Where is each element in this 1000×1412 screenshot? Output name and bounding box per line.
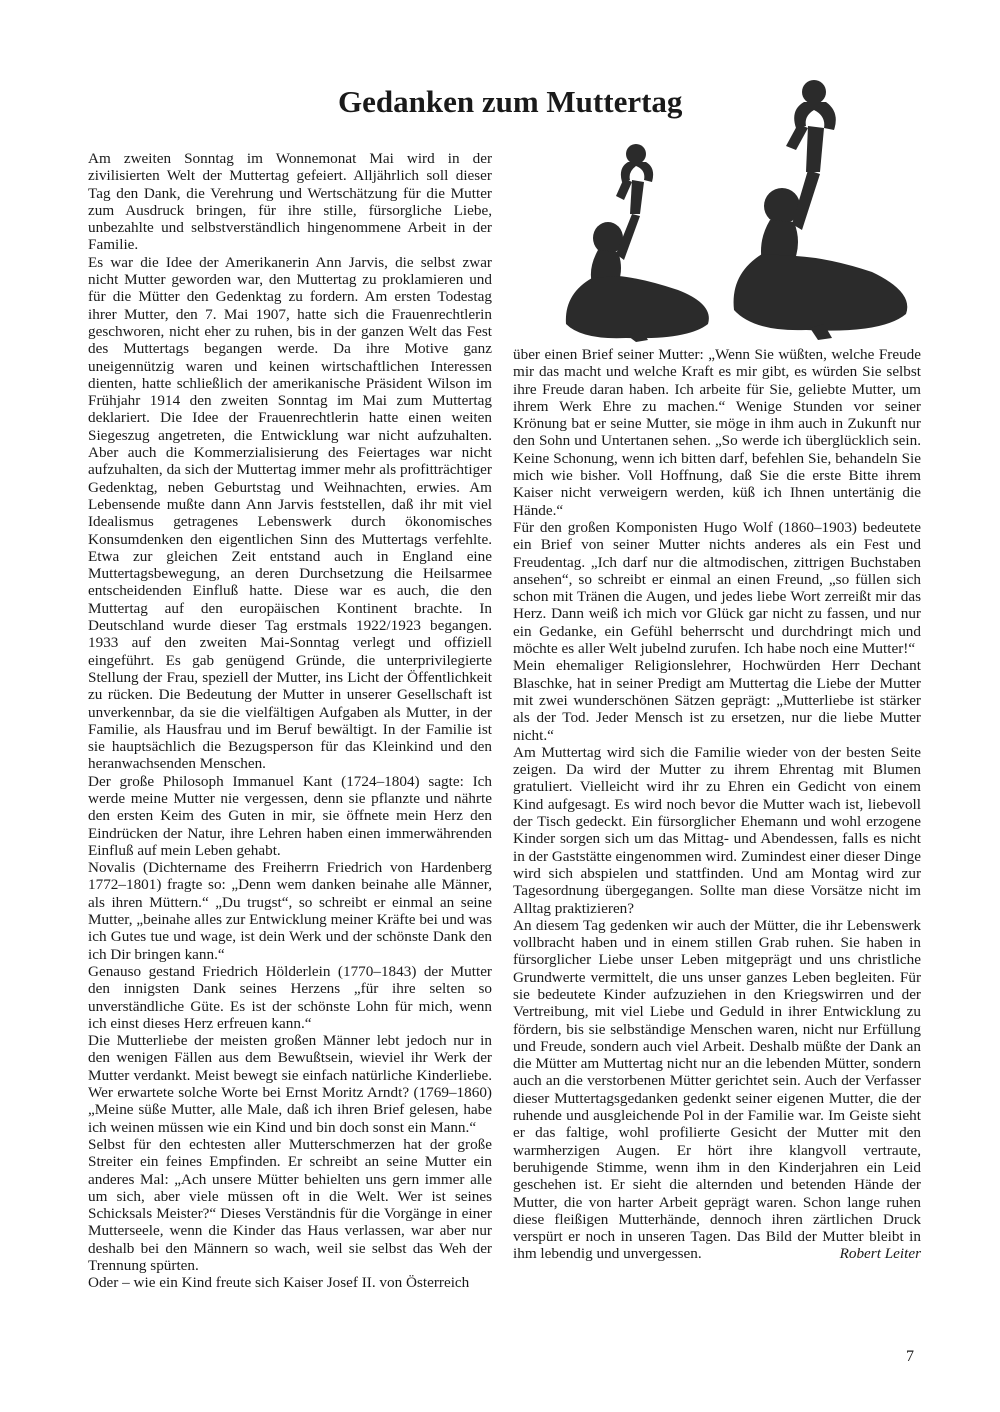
article-column-left	[88, 150, 492, 1292]
paragraph: Die Mutterliebe der meisten großen Männer lebt jedoch nur in den wenigen Fällen aus dem Bewußtsein, wieviel ihr Werk der Mutter verdankt. Meist bewegt sie einfach natürliche Kinderliebe. Wer erwartete solche Worte bei Ernst Moritz Arndt? (1769–1860) „Meine süße Mutter, alle Male, daß ich ihren Brief gelesen, habe ich weinen müssen wie ein Kind und bin doch sonst ein Mann.“	[88, 1032, 492, 1136]
paragraph-text: An diesem Tag gedenken wir auch der Mütter, die ihr Lebenswerk vollbracht haben und in einem stillen Grab ruhen. Sie haben in fürsorglicher Liebe unser Leben mitgeprägt und uns christliche Grundwerte vermittelt, die uns unser ganzes Leben begleiten. Für sie bedeutete Kinder aufzuziehen in den Kriegswirren und der Vertreibung, mit viel Liebe und Geduld in ihrer Entwicklung zu fördern, bis sie selbständige Menschen waren, nicht nur Erfüllung und Freude, sondern auch viel Arbeit. Deshalb müßte der Dank an die Mütter am Muttertag nicht nur an die lebenden Mütter, sondern auch an die verstorbenen Mütter gerichtet sein. Auch der Verfasser dieser Muttertagsgedanken gedenkt seiner eigenen Mutter, die der ruhende und ausgleichende Pol in der Familie war. Im Geiste sieht er das faltige, wohl profilierte Gesicht der Mutter mit den warmherzigen Augen. Er hört ihre klangvoll vertraute, beruhigende Stimme, wenn ihm in den Kinderjahren ein Leid geschehen ist. Er sieht die alternden und betenden Hände der Mutter, die von harter Arbeit geprägt waren. Schon lange ruhen diese fleißigen Mutterhände, dennoch ihren zärtlichen Druck verspürt er noch in unseren Tagen. Das Bild der Mutter bleibt in ihm lebendig und unvergessen.	[513, 916, 921, 1263]
article-column-right	[513, 346, 921, 1263]
article-title: Gedanken zum Muttertag	[338, 84, 683, 119]
paragraph: Am Muttertag wird sich die Familie wieder von der besten Seite zeigen. Da wird der Mutter zu ihrem Ehrentag mit Blumen gratuliert. Vielleicht wird ihr zu Ehren ein Gedicht von einem Kind aufgesagt. Es wird noch bevor die Mutter wach ist, liebevoll der Tisch gedeckt. Ein fürsorglicher Ehemann und wohl erzogene Kinder sorgen sich um das Mittag- und Abendessen, falls es nicht in der Gaststätte eingenommen wird. Zumindest einer dieser Dinge wird sich abspielen und stattfinden. Und am Montag wird zur Tagesordnung übergegangen. Sollte man diese Vorsätze nicht im Alltag praktizieren?	[513, 743, 921, 917]
paragraph: Am zweiten Sonntag im Wonnemonat Mai wird in der zivilisierten Welt der Muttertag gefeiert. Alljährlich soll dieser Tag den Dank, die Verehrung und Wertschätzung für die Mutter zum Ausdruck bringen, für ihre stille, fürsorgliche Liebe, unbezahlte und selbstverständlich hingenommene Arbeit in der Familie.	[88, 150, 492, 254]
mother-child-silhouette-icon	[726, 70, 916, 342]
paragraph: Selbst für den echtesten aller Mutterschmerzen hat der große Streiter ein feines Empfinden. Er schreibt an seine Mutter ein anderes Mal: „Ach unsere Mütter behielten uns gern immer alle um sich, aber viele müssen oft in die Welt. Wer ist seines Schicksals Meister?“ Dieses Verständnis für die Vorgänge in einer Mutterseele, wenn die Kinder das Haus verlassen, war aber nur deshalb bei den Männern so wach, weil sie selbst das Weh der Trennung spürten.	[88, 1135, 492, 1274]
paragraph: Mein ehemaliger Religionslehrer, Hochwürden Herr Dechant Blaschke, hat in seiner Predigt am Muttertag die Liebe der Mutter mit zwei wunderschönen Sätzen geprägt: „Mutterliebe ist stärker als der Tod. Jeder Mensch ist zu ersetzen, nur die liebe Mutter nicht.“	[513, 657, 921, 744]
paragraph	[513, 917, 921, 1263]
paragraph: Novalis (Dichtername des Freiherrn Friedrich von Hardenberg 1772–1801) fragte so: „Denn wem danken beinahe alle Männer, als ihren Müttern.“ „Du trugst“, so schreibt er einmal an seine Mutter, „beinahe alles zur Entwicklung meiner Kräfte bei und was ich Gutes tue und wage, ist dein Werk und der schönste Dank den ich Dir bringen kann.“	[88, 859, 492, 963]
paragraph: über einen Brief seiner Mutter: „Wenn Sie wüßten, welche Freude mir das macht und welche Kraft es mir gibt, es würden Sie selbst ihre Freude daran haben. Ich arbeite für Sie, geliebte Mutter, um ihrem Werk Ehre zu machen.“ Wenige Stunden vor seiner Krönung bat er seine Mutter, sie möge in ihm auch in Zukunft nur den Sohn und Untertanen sehen. „So werde ich überglücklich sein. Keine Schonung, wenn ich bitten darf, befehlen Sie, behandeln Sie mich wie bisher. Voll Hoffnung, daß Sie die erste Bitte ihrem Kaiser nicht verweigern werden, küß ich Ihnen untertänig die Hände.“	[513, 346, 921, 519]
page-number: 7	[906, 1348, 914, 1365]
paragraph: Oder – wie ein Kind freute sich Kaiser Josef II. von Österreich	[88, 1274, 470, 1292]
paragraph: Für den großen Komponisten Hugo Wolf (1860–1903) bedeutete ein Brief von seiner Mutter nichts anderes als ein Fest und Freudentag. „Ich darf nur die altmodischen, zittrigen Buchstaben ansehen“, so schreibt er einmal an einen Freund, „so füllen sich schon mit Tränen die Augen, und jedes liebe Wort zerreißt mir das Herz. Dann weiß ich mich vor Glück gar nicht zu fassen, und nur ein Gedanke, ein Gefühl beherrscht und durchdringt mich und möchte es aller Welt jubelnd zurufen. Ich habe noch eine Mutter!“	[513, 518, 921, 658]
paragraph: Der große Philosoph Immanuel Kant (1724–1804) sagte: Ich werde meine Mutter nie vergessen, denn sie pflanzte und nährte den ersten Keim des Guten in mir, sie öffnete mein Herz den Eindrücken der Natur, ihre Lehren haben einen immerwährenden Einfluß auf mein Leben gehabt.	[88, 772, 492, 859]
paragraph: Es war die Idee der Amerikanerin Ann Jarvis, die selbst zwar nicht Mutter geworden war, den Muttertag zu proklamieren und für die Mütter den Gedenktag zu fordern. Am ersten Todestag ihrer Mutter, den 7. Mai 1907, hatte sich die Frauenrechtlerin geschworen, nicht eher zu ruhen, bis in der ganzen Welt das Fest des Muttertags begangen werde. Da ihre Motive ganz uneigennützig waren und keinen wirtschaftlichen Interessen dienten, hatte schließlich der amerikanische Präsident Wilson im Frühjahr 1914 den zweiten Sonntag im Mai zum Muttertag deklariert. Die Idee der Frauenrechtlerin hatte einen weiten Siegeszug angetreten, die Entwicklung war nicht aufzuhalten. Aber auch die Kommerzialisierung des Feiertages war nicht aufzuhalten, da sich der Muttertag immer mehr als profitträchtiger Gedenktag, neben Geburtstag und Weihnachten, erwies. Am Lebensende mußte dann Ann Jarvis feststellen, daß ihr mit viel Idealismus getragenes Lebenswerk durch ökonomisches Konsumdenken den eigentlichen Sinn des Muttertags verfehlte. Etwa zur gleichen Zeit entstand auch in England eine Muttertagsbewegung, an deren Durchsetzung die Heilsarmee entscheidenden Einfluß hatte. Diese war es auch, die den Muttertag auf den europäischen Kontinent brachte. In Deutschland wurde dieser Tag erstmals 1922/1923 begangen. 1933 auf den zweiten Mai-Sonntag verlegt und offiziell eingeführt. Es gab genügend Gründe, die unterprivilegierte Stellung der Frau, speziell der Mutter, ins Licht der Öffentlichkeit zu rücken. Die Bedeutung der Mutter in unserer Gesellschaft ist unverkennbar, da sie die vielfältigen Aufgaben als Mutter, in der Familie, als Hausfrau und im Beruf bewältigt. In der Familie ist sie hauptsächlich die Bezugsperson für das Kleinkind und den heranwachsenden Menschen.	[88, 253, 492, 773]
author-signature: Robert Leiter	[839, 1245, 921, 1263]
mother-child-silhouette-icon	[558, 118, 718, 342]
paragraph: Genauso gestand Friedrich Hölderlein (1770–1843) der Mutter den innigsten Dank seines Herzens „für ihre selten so unverständliche Güte. Es ist der schönste Lohn für mich, wenn ich einst dieses Herz erfreuen kann.“	[88, 962, 492, 1032]
